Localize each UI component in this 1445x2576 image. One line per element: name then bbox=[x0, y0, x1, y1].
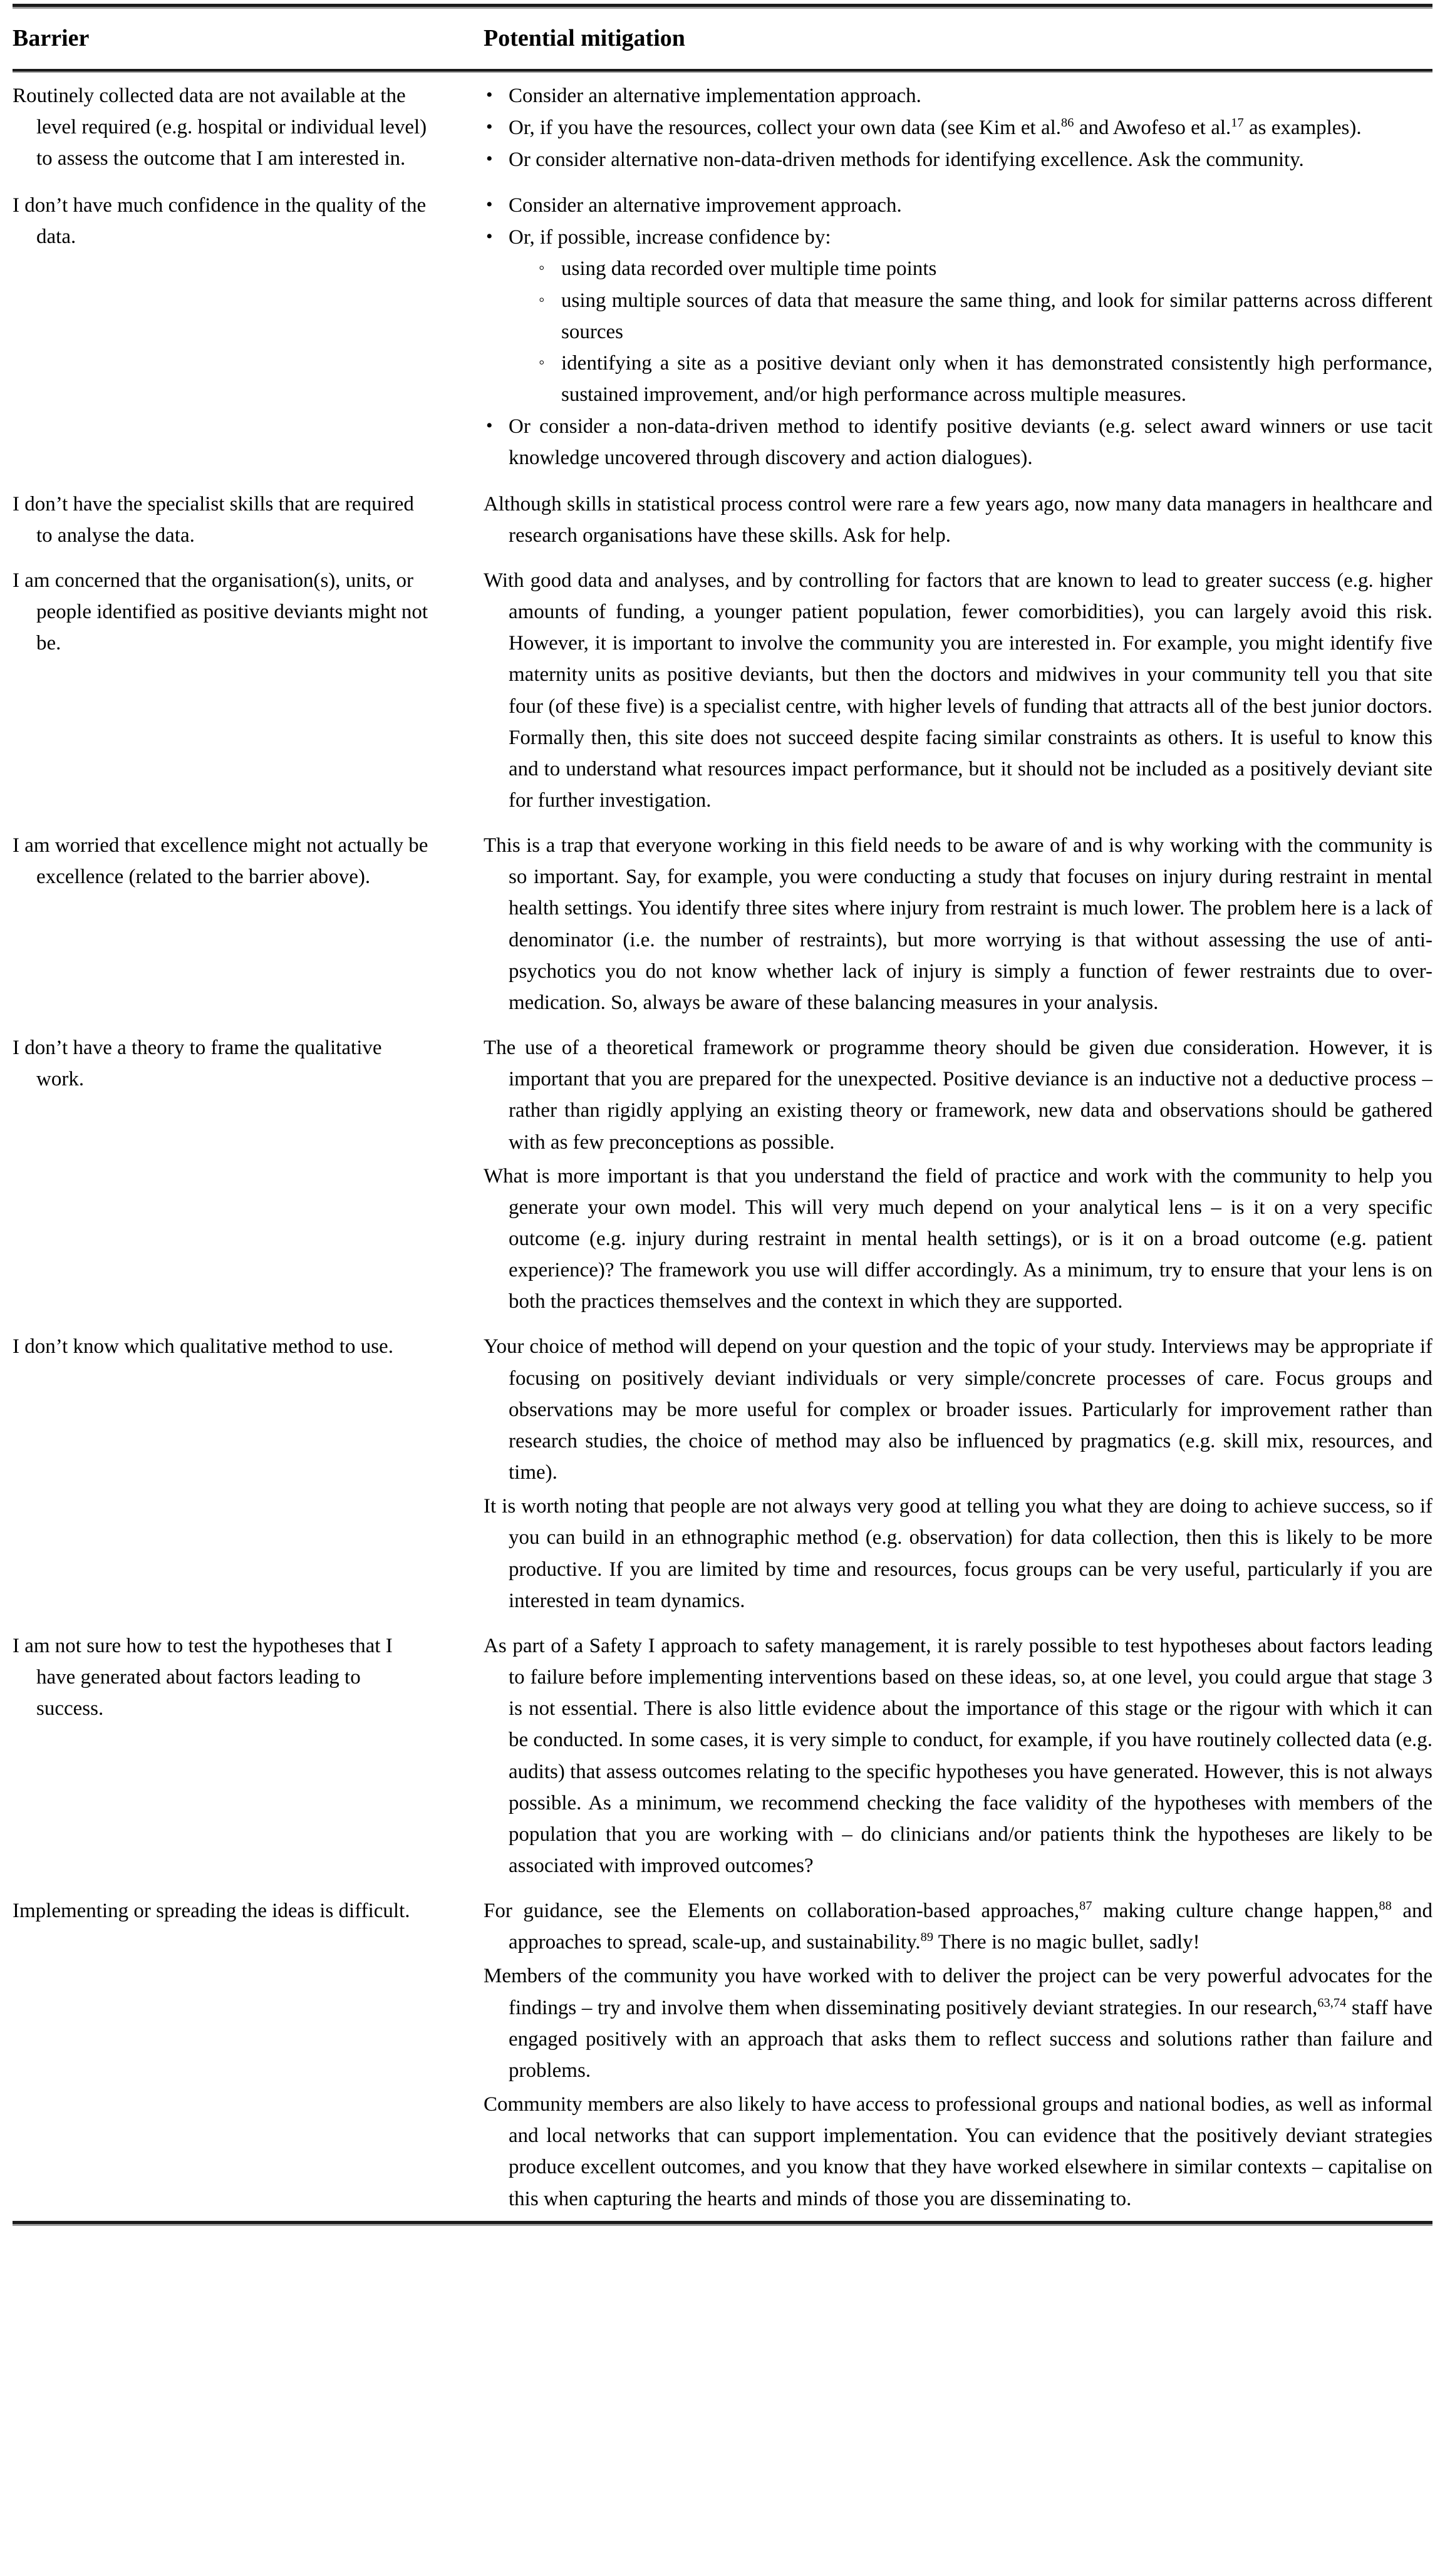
mitigation-cell bbox=[451, 822, 1432, 1025]
mitigation-paragraph bbox=[484, 1960, 1432, 2086]
mitigation-cell bbox=[451, 73, 1432, 182]
barrier-text: I don’t have much confidence in the quality of the data. bbox=[13, 194, 427, 249]
mitigation-paragraph: With good data and analyses, and by controlling for factors that are known to lead to greater success (e.g. higher amounts of funding, a younger patient population, fewer comorbidities), you can largely avoid this risk. However, it is important to involve the community you are interested in. For example, you might identify five maternity units as positive deviants, but then the doctors and midwives in your community tell you that site four (of these five) is a specialist centre, with higher levels of funding that attracts all of the best junior doctors. Formally then, this site does not succeed despite facing similar constraints as others. It is useful to know this and to understand what resources impact performance, but it should not be included as a positively deviant site for further investigation. bbox=[484, 569, 1432, 812]
list-item: • Or consider a non-data-driven method to identify positive deviants (e.g. select award winners or use tacit knowledge uncovered through discovery and action dialogues). bbox=[484, 411, 1432, 473]
reference-marker: 89 bbox=[920, 1930, 934, 1945]
bullet-text: Consider an alternative implementation approach. bbox=[509, 84, 921, 107]
sub-bullet-list bbox=[509, 253, 1432, 410]
mitigation-paragraph: What is more important is that you understand the field of practice and work with the community to help you generate your own model. This will very much depend on your analytical lens – is it on a very specific outcome (e.g. injury during restraint in mental health settings), or is it on a broad outcome (e.g. patient experience)? The framework you use will differ accordingly. As a minimum, try to ensure that your lens is on both the practices themselves and the context in which they are supported. bbox=[484, 1164, 1432, 1313]
sub-list-item: ◦ using multiple sources of data that measure the same thing, and look for similar patterns across different sources bbox=[537, 285, 1432, 348]
mitigation-cell bbox=[451, 1323, 1432, 1622]
barrier-text: Routinely collected data are not available at the level required (e.g. hospital or individual level) to assess the outcome that I am interested in. bbox=[13, 84, 427, 170]
barrier-text: I don’t have a theory to frame the qualitative work. bbox=[13, 1037, 382, 1091]
paragraph-segment: Members of the community you have worked with to deliver the project can be very powerful advocates for the findings – try and involve them when disseminating positively deviant strategies. In our research, bbox=[484, 1965, 1432, 2019]
mitigation-paragraph: Although skills in statistical process control were rare a few years ago, now many data managers in healthcare and research organisations have these skills. Ask for help. bbox=[484, 492, 1432, 547]
sub-list-item: ◦ identifying a site as a positive deviant only when it has demonstrated consistently high performance, sustained improvement, and/or high performance across multiple measures. bbox=[537, 348, 1432, 410]
bullet-list bbox=[484, 80, 1432, 175]
mitigation-cell bbox=[451, 1025, 1432, 1323]
reference-marker: 87 bbox=[1079, 1899, 1092, 1913]
mitigation-content bbox=[451, 1026, 1432, 1323]
document-page bbox=[0, 4, 1445, 2576]
table-top-rule bbox=[13, 4, 1432, 9]
barrier-cell bbox=[13, 481, 451, 557]
mitigation-cell bbox=[451, 481, 1432, 557]
reference-marker: 63,74 bbox=[1317, 1995, 1347, 2010]
mitigation-paragraph: It is worth noting that people are not always very good at telling you what they are doing to achieve success, so if you can build in an ethnographic method (e.g. observation) for data collection, then this is likely to be more productive. If you are limited by time and resources, focus groups can be very useful, particularly if you are interested in team dynamics. bbox=[484, 1495, 1432, 1612]
barrier-cell bbox=[13, 73, 451, 182]
barrier-cell bbox=[13, 822, 451, 1025]
mitigation-paragraph: As part of a Safety I approach to safety management, it is rarely possible to test hypotheses about factors leading to failure before implementing interventions based on these ideas, so, at one level, you could argue that stage 3 is not essential. There is also little evidence about the importance of this stage or the rigour with which it can be conducted. In some cases, it is very simple to conduct, for example, if you have routinely collected data (e.g. audits) that assess outcomes relating to the specific hypotheses you have generated. However, this is not always possible. As a minimum, we recommend checking the face validity of the hypotheses with members of the population that you are working with – do clinicians and/or patients think the hypotheses are likely to be associated with improved outcomes? bbox=[484, 1634, 1432, 1877]
mitigation-paragraph: Community members are also likely to have access to professional groups and national bodies, as well as informal and local networks that can support implementation. You can evidence that the positively deviant strategies produce excellent outcomes, and you know that they have worked elsewhere in similar contexts – capitalise on this when capturing the hearts and minds of those you are disseminating to. bbox=[484, 2093, 1432, 2210]
table-header bbox=[13, 9, 1432, 69]
paragraph-segment: For guidance, see the Elements on collaboration-based approaches, bbox=[484, 1900, 1080, 1923]
table-row bbox=[13, 1888, 1432, 2221]
barrier-mitigation-table bbox=[13, 9, 1432, 69]
bullet-text-mid: and Awofeso et al. bbox=[1074, 116, 1231, 139]
reference-marker: 86 bbox=[1061, 115, 1074, 130]
mitigation-content bbox=[451, 1889, 1432, 2221]
mitigation-content bbox=[451, 184, 1432, 480]
mitigation-cell bbox=[451, 1888, 1432, 2221]
sub-list-item: ◦ using data recorded over multiple time points bbox=[537, 253, 1432, 284]
barrier-text: I don’t have the specialist skills that are required to analyse the data. bbox=[13, 492, 414, 547]
mitigation-paragraph: Your choice of method will depend on your question and the topic of your study. Interviews may be appropriate if focusing on positively deviant individuals or very simple/concrete processes of care. Focus groups and observations may be more useful for complex or broader issues. Particularly for improvement rather than research studies, the choice of method may also be influenced by pragmatics (e.g. skill mix, resources, and time). bbox=[484, 1335, 1432, 1484]
bullet-text: Or, if possible, increase confidence by: bbox=[509, 226, 831, 249]
mitigation-cell bbox=[451, 182, 1432, 480]
bullet-text-post: as examples). bbox=[1243, 116, 1362, 139]
list-item bbox=[484, 144, 1432, 175]
barrier-cell bbox=[13, 1888, 451, 2221]
table-row bbox=[13, 822, 1432, 1025]
barrier-mitigation-body bbox=[13, 73, 1432, 2221]
column-header-barrier: Barrier bbox=[13, 25, 90, 51]
table-row bbox=[13, 557, 1432, 822]
paragraph-segment: There is no magic bullet, sadly! bbox=[933, 1931, 1200, 1954]
table-row bbox=[13, 1623, 1432, 1888]
mitigation-paragraph: This is a trap that everyone working in this field needs to be aware of and is why working with the community is so important. Say, for example, you were conducting a study that focuses on injury during restraint in mental health settings. You identify three sites where injury from restraint is much lower. The problem here is a lack of denominator (i.e. the number of restraints), but more worrying is that without assessing the use of anti-psychotics you do not know whether lack of injury is simply a function of fewer restraints due to over-medication. So, always be aware of these balancing measures in your analysis. bbox=[484, 834, 1432, 1014]
mitigation-content bbox=[451, 74, 1432, 182]
table-row bbox=[13, 73, 1432, 182]
barrier-text: I am concerned that the organisation(s), units, or people identified as positive deviants might not be. bbox=[13, 569, 428, 655]
mitigation-content bbox=[451, 559, 1432, 822]
barrier-text: Implementing or spreading the ideas is difficult. bbox=[13, 1900, 410, 1923]
mitigation-paragraph: The use of a theoretical framework or programme theory should be given due consideration. However, it is important that you are prepared for the unexpected. Positive deviance is an inductive not a deductive process – rather than rigidly applying an existing theory or framework, new data and observations should be gathered with as few preconceptions as possible. bbox=[484, 1037, 1432, 1154]
bullet-list bbox=[484, 190, 1432, 473]
list-item bbox=[484, 112, 1432, 143]
table-row bbox=[13, 1025, 1432, 1323]
table-row bbox=[13, 1323, 1432, 1622]
barrier-text: I am not sure how to test the hypotheses that I have generated about factors leading to success. bbox=[13, 1634, 393, 1720]
mitigation-content bbox=[451, 1325, 1432, 1622]
reference-marker: 17 bbox=[1231, 115, 1244, 130]
table-header-row bbox=[13, 9, 1432, 69]
column-header-mitigation: Potential mitigation bbox=[484, 25, 685, 51]
barrier-cell bbox=[13, 1025, 451, 1323]
mitigation-paragraph bbox=[484, 1895, 1432, 1958]
table-row bbox=[13, 481, 1432, 557]
mitigation-cell bbox=[451, 557, 1432, 822]
list-item: • Consider an alternative improvement approach. bbox=[484, 190, 1432, 221]
paragraph-segment: making culture change happen, bbox=[1092, 1900, 1379, 1923]
paragraph-segment: staff have engaged positively with an approach that asks them to reflect success and solutions rather than failure and problems. bbox=[509, 1996, 1432, 2082]
barrier-cell bbox=[13, 182, 451, 480]
barrier-text: I don’t know which qualitative method to use. bbox=[13, 1335, 393, 1358]
mitigation-cell bbox=[451, 1623, 1432, 1888]
barrier-cell bbox=[13, 1623, 451, 1888]
reference-marker: 88 bbox=[1379, 1899, 1392, 1913]
barrier-cell bbox=[13, 1323, 451, 1622]
bullet-text: Or consider alternative non-data-driven methods for identifying excellence. Ask the community. bbox=[509, 148, 1304, 171]
table-bottom-rule bbox=[13, 2221, 1432, 2226]
paragraph-segment: and approaches to spread, scale-up, and sustainability. bbox=[509, 1900, 1432, 1954]
barrier-text: I am worried that excellence might not actually be excellence (related to the barrier above). bbox=[13, 834, 428, 889]
bullet-text: Or, if you have the resources, collect your own data (see Kim et al. bbox=[509, 116, 1062, 139]
list-item bbox=[484, 222, 1432, 410]
list-item bbox=[484, 80, 1432, 111]
mitigation-content bbox=[451, 482, 1432, 557]
table-row bbox=[13, 182, 1432, 480]
barrier-cell bbox=[13, 557, 451, 822]
mitigation-content bbox=[451, 824, 1432, 1025]
mitigation-content bbox=[451, 1624, 1432, 1888]
